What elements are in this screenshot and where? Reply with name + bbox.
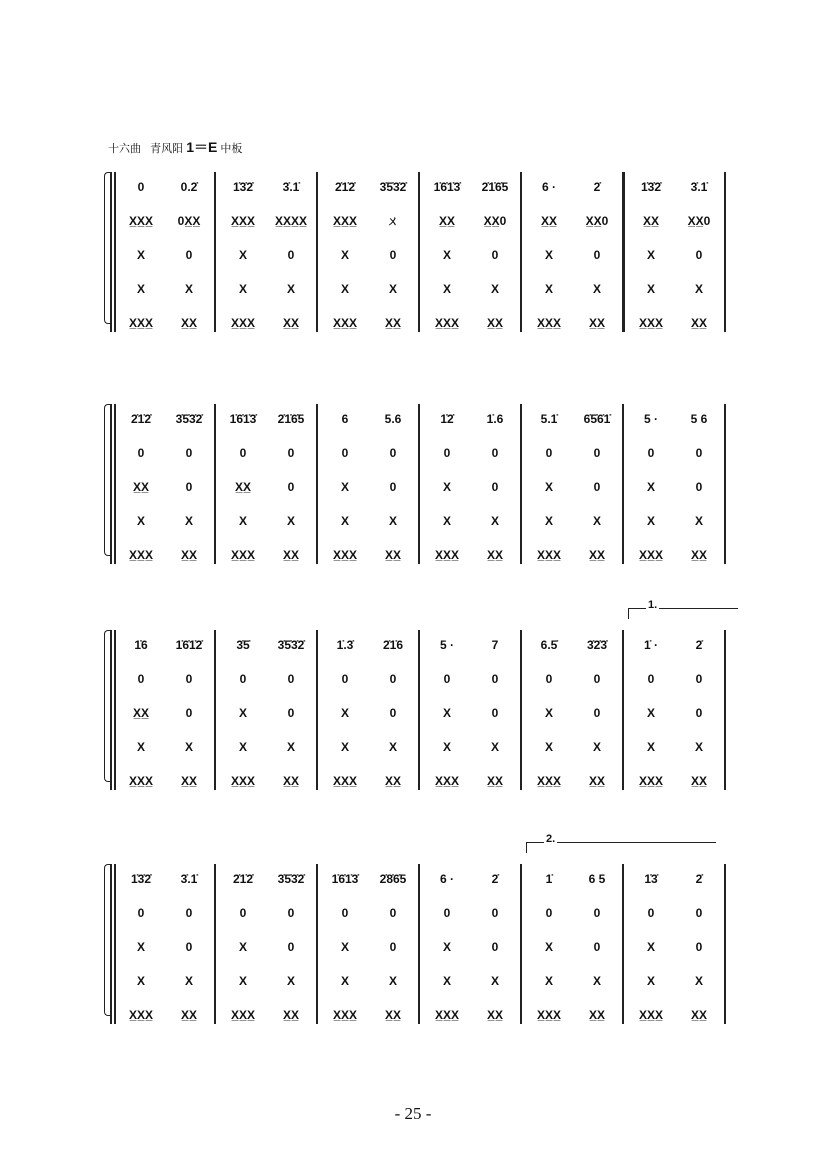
note-cell: X: [340, 514, 349, 528]
note-cell: 0: [185, 248, 193, 262]
note-cell: X̲X̲: [486, 548, 503, 562]
note-cell: 6.5̇: [540, 638, 558, 652]
note-cell: 0: [491, 446, 499, 460]
note-cell: X̲X̲X̲: [230, 774, 255, 788]
note-cell: 1̇6: [134, 638, 148, 652]
barline: [520, 404, 522, 564]
note-cell: X: [184, 740, 193, 754]
note-cell: X: [592, 514, 601, 528]
note-cell: 2̇1̇6: [382, 638, 404, 652]
note-cell: 0: [287, 940, 295, 954]
note-cell: X̲X̲X̲: [638, 774, 663, 788]
note-cell: X: [340, 282, 349, 296]
note-cell: X: [238, 248, 247, 262]
note-cell: 6 ·: [439, 872, 454, 886]
note-cell: X: [490, 282, 499, 296]
note-cell: 5.6: [384, 412, 402, 426]
note-cell: 5 6: [690, 412, 708, 426]
note-cell: 0: [695, 940, 703, 954]
note-cell: 3̇2̇3̇: [586, 638, 608, 652]
note-cell: 7: [491, 638, 499, 652]
note-cell: 0: [443, 446, 451, 460]
note-cell: X̲X̲: [438, 214, 455, 228]
note-cell: 0: [137, 672, 145, 686]
note-cell: X: [442, 282, 451, 296]
note-cell: 0: [695, 706, 703, 720]
note-cell: 0: [239, 672, 247, 686]
barline: [418, 630, 420, 790]
note-cell: X̲X̲: [132, 706, 149, 720]
note-cell: X: [388, 974, 397, 988]
note-cell: X̲X̲: [690, 774, 707, 788]
barline: [520, 172, 522, 332]
note-cell: 1̇: [545, 872, 553, 886]
barline: [622, 864, 624, 1024]
note-cell: 3̇.1̇: [690, 180, 708, 194]
note-cell: 1̇.6: [486, 412, 504, 426]
note-cell: X: [340, 480, 349, 494]
note-cell: X̲X̲: [588, 1008, 605, 1022]
note-cell: X: [286, 974, 295, 988]
note-cell: 3̇5̇3̇2̇: [175, 412, 203, 426]
tempo-marking: 中板: [220, 143, 243, 155]
note-cell: 0: [185, 940, 193, 954]
note-cell: X̲X̲X̲: [638, 316, 663, 330]
note-cell: X: [238, 706, 247, 720]
note-cell: X: [442, 706, 451, 720]
note-cell: X: [694, 282, 703, 296]
staff-system: [102, 180, 722, 350]
note-cell: X: [544, 480, 553, 494]
note-cell: X: [694, 514, 703, 528]
note-cell: X: [184, 282, 193, 296]
note-cell: 0: [695, 446, 703, 460]
note-cell: 1̇2̇: [440, 412, 454, 426]
note-cell: X: [136, 282, 145, 296]
volta-label: 1.: [648, 599, 658, 611]
note-cell: 0: [647, 906, 655, 920]
barline: [114, 404, 116, 564]
volta-hook: [628, 609, 629, 619]
note-cell: 6 5: [588, 872, 606, 886]
staff-system: [102, 599, 722, 808]
note-cell: X: [646, 514, 655, 528]
note-cell: X̲X̲: [540, 214, 557, 228]
note-cell: X: [646, 940, 655, 954]
note-cell: 0: [695, 906, 703, 920]
note-cell: X: [442, 248, 451, 262]
note-cell: X̲X̲X̲X̲: [274, 214, 307, 228]
note-cell: X: [646, 740, 655, 754]
barline: [622, 630, 624, 790]
barline: [114, 864, 116, 1024]
note-cell: X: [442, 974, 451, 988]
note-cell: 1̇6̇1̇3̇: [229, 412, 257, 426]
note-cell: X: [442, 740, 451, 754]
note-cell: 5.1̇: [540, 412, 558, 426]
note-cell: 0: [695, 672, 703, 686]
note-cell: 2̇: [593, 180, 601, 194]
barline: [110, 172, 112, 332]
note-cell: X: [388, 740, 397, 754]
note-cell: 0: [185, 706, 193, 720]
note-cell: X: [388, 282, 397, 296]
note-cell: 1̇3̇: [644, 872, 658, 886]
note-cell: 0: [695, 248, 703, 262]
note-cell: X: [136, 940, 145, 954]
note-cell: 0: [287, 480, 295, 494]
barline: [316, 630, 318, 790]
note-cell: X̲X̲: [384, 1008, 401, 1022]
note-cell: X: [136, 248, 145, 262]
note-cell: X̲X̲X̲: [332, 1008, 357, 1022]
note-cell: 0: [647, 446, 655, 460]
note-cell: X: [544, 974, 553, 988]
note-cell: 0: [287, 706, 295, 720]
piece-header: [108, 137, 242, 157]
note-cell: X: [388, 514, 397, 528]
barline: [316, 864, 318, 1024]
note-cell: X: [694, 740, 703, 754]
note-cell: X̲X̲: [384, 316, 401, 330]
note-cell: X: [340, 706, 349, 720]
note-cell: X: [184, 974, 193, 988]
note-cell: X̲X̲X̲: [230, 1008, 255, 1022]
note-cell: X̲X̲X̲: [128, 774, 153, 788]
note-cell: 0: [287, 248, 295, 262]
barline: [418, 172, 420, 332]
note-cell: X: [442, 514, 451, 528]
note-cell: X̲X̲X̲: [536, 774, 561, 788]
note-cell: 0: [341, 672, 349, 686]
note-cell: 0: [389, 248, 397, 262]
note-cell: X: [646, 282, 655, 296]
barline: [520, 864, 522, 1024]
note-cell: X̲X̲: [180, 316, 197, 330]
note-cell: X: [238, 974, 247, 988]
note-cell: X: [490, 740, 499, 754]
note-cell: 3̇5̇3̇2̇: [277, 638, 305, 652]
note-cell: X: [544, 248, 553, 262]
note-cell: X̲X̲X̲: [230, 214, 255, 228]
note-cell: 2̇1̇2̇: [130, 412, 152, 426]
key-signature: 1＝E: [186, 139, 218, 155]
note-cell: X̲X̲X̲: [128, 214, 153, 228]
note-cell: 0: [341, 906, 349, 920]
note-cell: 0: [491, 706, 499, 720]
note-cell: X: [286, 514, 295, 528]
page-number: - 25 -: [394, 1104, 432, 1123]
note-cell: 0: [695, 480, 703, 494]
note-cell: 3̇.1̇: [180, 872, 198, 886]
note-cell: 2̇1̇2̇: [334, 180, 356, 194]
note-cell: X̲X̲X̲: [332, 316, 357, 330]
note-cell: X̲X̲: [690, 316, 707, 330]
note-cell: 0: [239, 906, 247, 920]
barline: [316, 404, 318, 564]
note-cell: X̲X̲X̲: [536, 548, 561, 562]
note-cell: X: [238, 740, 247, 754]
note-cell: X: [544, 282, 553, 296]
note-cell: X: [238, 282, 247, 296]
note-cell: X̲X̲: [486, 1008, 503, 1022]
note-cell: X: [592, 974, 601, 988]
barline: [214, 404, 216, 564]
piece-title: 十六曲: [108, 143, 141, 155]
note-cell: X̲X̲X̲: [332, 774, 357, 788]
barline: [520, 630, 522, 790]
note-cell: 0: [647, 672, 655, 686]
note-cell: 0X̲X̲: [177, 214, 201, 228]
note-cell: 0: [593, 480, 601, 494]
volta-label: 2.: [546, 833, 556, 845]
note-cell: 0: [287, 446, 295, 460]
note-cell: 0: [185, 446, 193, 460]
note-cell: X: [544, 940, 553, 954]
note-cell: 0: [593, 906, 601, 920]
note-cell: X̲X̲: [690, 548, 707, 562]
note-cell: 0: [389, 672, 397, 686]
note-cell: 3̇5̇3̇2̇: [277, 872, 305, 886]
note-cell: X̲X̲: [690, 1008, 707, 1022]
barline: [724, 172, 726, 332]
note-cell: X̲X̲X̲: [332, 548, 357, 562]
note-cell: 0: [287, 906, 295, 920]
tune-name: 青风阳: [150, 143, 184, 155]
note-cell: X: [646, 480, 655, 494]
note-cell: X: [694, 974, 703, 988]
note-cell: 0: [341, 446, 349, 460]
note-cell: X: [184, 514, 193, 528]
volta-hook: [526, 843, 527, 853]
note-cell: X̲X̲X̲: [128, 316, 153, 330]
note-cell: X: [592, 740, 601, 754]
note-cell: X: [286, 282, 295, 296]
note-cell: X: [442, 940, 451, 954]
note-cell: X: [490, 974, 499, 988]
note-cell: 2̇: [695, 872, 703, 886]
note-cell: 2̇8̇6̇5: [379, 872, 407, 886]
note-cell: 0: [287, 672, 295, 686]
barline: [316, 172, 318, 332]
note-cell: X: [340, 940, 349, 954]
note-cell: 0: [389, 480, 397, 494]
note-cell: X̲X̲: [486, 316, 503, 330]
note-cell: 1̇6̇1̇2̇: [175, 638, 203, 652]
barline: [214, 864, 216, 1024]
note-cell: X̲X̲X̲: [434, 774, 459, 788]
note-cell: X: [340, 974, 349, 988]
note-cell: X̲X̲0: [483, 214, 507, 228]
note-cell: X̲X̲: [642, 214, 659, 228]
barline: [114, 172, 116, 332]
note-cell: 0: [593, 672, 601, 686]
note-cell: 0: [491, 480, 499, 494]
note-cell: 2̇: [491, 872, 499, 886]
note-cell: X: [238, 514, 247, 528]
note-cell: X̲X̲X̲: [128, 1008, 153, 1022]
note-cell: X̲X̲X̲: [332, 214, 357, 228]
note-cell: 1̇3̇2̇: [232, 180, 254, 194]
note-cell: X̲X̲: [588, 316, 605, 330]
note-cell: X̲X̲: [180, 774, 197, 788]
barline: [110, 404, 112, 564]
note-cell: 0.2̇: [180, 180, 198, 194]
note-cell: 0: [593, 446, 601, 460]
barline: [724, 864, 726, 1024]
note-cell: X̲X̲X̲: [434, 316, 459, 330]
note-cell: 5 ·: [439, 638, 454, 652]
note-cell: X̲X̲: [282, 1008, 299, 1022]
note-cell: X: [646, 248, 655, 262]
note-cell: 2̇1̇2̇: [232, 872, 254, 886]
note-cell: 0: [389, 906, 397, 920]
barline: [622, 172, 625, 332]
note-cell: X̲X̲X̲: [638, 1008, 663, 1022]
note-cell: 0: [185, 906, 193, 920]
note-cell: 3̇.1̇: [282, 180, 300, 194]
note-cell: 0: [185, 672, 193, 686]
note-cell: 6: [341, 412, 349, 426]
note-cell: X: [238, 940, 247, 954]
note-cell: ㄨ: [386, 214, 399, 228]
barline: [110, 630, 112, 790]
note-cell: 0: [137, 906, 145, 920]
note-cell: X̲X̲X̲: [230, 316, 255, 330]
note-cell: 0: [491, 940, 499, 954]
note-cell: 1̇3̇2̇: [130, 872, 152, 886]
barline: [622, 404, 624, 564]
note-cell: 1̇6̇1̇3̇: [433, 180, 461, 194]
note-cell: 6 ·: [541, 180, 556, 194]
staff-system: [102, 833, 722, 1042]
note-cell: 3̇5̇3̇2̇: [379, 180, 407, 194]
note-cell: 3̇5̇: [236, 638, 250, 652]
note-cell: 6̇5̇6̇1̇: [583, 412, 611, 426]
note-cell: X̲X̲X̲: [536, 316, 561, 330]
barline: [418, 404, 420, 564]
note-cell: 0: [389, 446, 397, 460]
note-cell: X: [544, 706, 553, 720]
barline: [110, 864, 112, 1024]
note-cell: X̲X̲X̲: [230, 548, 255, 562]
note-cell: X: [286, 740, 295, 754]
note-cell: X̲X̲: [180, 548, 197, 562]
note-cell: X̲X̲X̲: [536, 1008, 561, 1022]
note-cell: X: [646, 706, 655, 720]
barline: [214, 172, 216, 332]
note-cell: 1̇ ·: [643, 638, 658, 652]
note-cell: X̲X̲: [588, 548, 605, 562]
note-cell: X: [340, 740, 349, 754]
note-cell: X: [136, 740, 145, 754]
note-cell: X̲X̲X̲: [128, 548, 153, 562]
note-cell: X̲X̲X̲: [638, 548, 663, 562]
note-cell: 0: [593, 248, 601, 262]
note-cell: X̲X̲: [282, 774, 299, 788]
note-cell: X̲X̲: [282, 548, 299, 562]
volta-bracket: [526, 833, 716, 857]
note-cell: X: [442, 480, 451, 494]
note-cell: X: [490, 514, 499, 528]
note-cell: 0: [491, 248, 499, 262]
note-cell: 0: [137, 180, 145, 194]
note-cell: X: [136, 514, 145, 528]
note-cell: X: [592, 282, 601, 296]
note-cell: X̲X̲: [132, 480, 149, 494]
barline: [724, 630, 726, 790]
note-cell: 0: [491, 906, 499, 920]
note-cell: X: [136, 974, 145, 988]
note-cell: X̲X̲0: [585, 214, 609, 228]
barline: [214, 630, 216, 790]
barline: [114, 630, 116, 790]
barline: [418, 864, 420, 1024]
note-cell: 2̇: [695, 638, 703, 652]
note-cell: X̲X̲0: [687, 214, 711, 228]
note-cell: X̲X̲: [282, 316, 299, 330]
note-cell: 0: [545, 906, 553, 920]
note-cell: 2̇1̇6̇5: [481, 180, 509, 194]
note-cell: 0: [593, 940, 601, 954]
note-cell: 0: [443, 672, 451, 686]
note-cell: 0: [239, 446, 247, 460]
note-cell: X̲X̲: [486, 774, 503, 788]
note-cell: X̲X̲: [588, 774, 605, 788]
note-cell: X̲X̲X̲: [434, 1008, 459, 1022]
note-cell: 2̇1̇6̇5: [277, 412, 305, 426]
note-cell: 1̇.3̇: [336, 638, 354, 652]
note-cell: X: [544, 740, 553, 754]
note-cell: 0: [545, 672, 553, 686]
note-cell: 0: [389, 940, 397, 954]
note-cell: 0: [137, 446, 145, 460]
note-cell: X̲X̲: [384, 774, 401, 788]
note-cell: X: [340, 248, 349, 262]
note-cell: X: [646, 974, 655, 988]
staff-system: [102, 412, 722, 582]
barline: [724, 404, 726, 564]
note-cell: 1̇3̇2̇: [640, 180, 662, 194]
note-cell: 0: [185, 480, 193, 494]
volta-bracket: [628, 599, 738, 623]
note-cell: X: [544, 514, 553, 528]
note-cell: 5 ·: [643, 412, 658, 426]
note-cell: 0: [593, 706, 601, 720]
note-cell: X̲X̲: [384, 548, 401, 562]
note-cell: 0: [545, 446, 553, 460]
note-cell: 0: [491, 672, 499, 686]
note-cell: X̲X̲: [180, 1008, 197, 1022]
note-cell: X̲X̲X̲: [434, 548, 459, 562]
note-cell: 1̇6̇1̇3̇: [331, 872, 359, 886]
note-cell: X̲X̲: [234, 480, 251, 494]
note-cell: 0: [389, 706, 397, 720]
note-cell: 0: [443, 906, 451, 920]
